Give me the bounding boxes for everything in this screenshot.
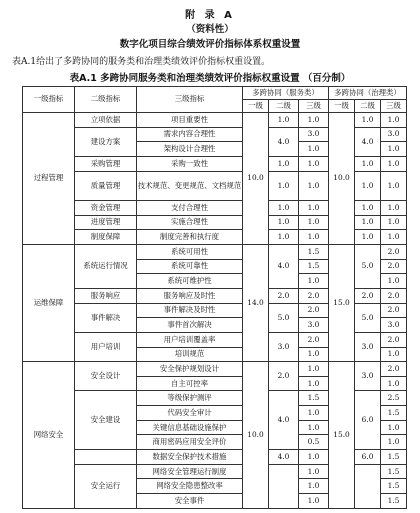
service-level2-weight: 2.0 <box>269 362 299 391</box>
governance-level2-weight: 1.0 <box>355 113 381 128</box>
header-gov-l1: 一级 <box>329 100 355 113</box>
service-level1-weight: 10.0 <box>243 113 269 245</box>
governance-level3-weight: 1.5 <box>381 494 407 509</box>
service-level2-weight <box>269 464 299 508</box>
governance-level3-weight: 1.0 <box>381 347 407 362</box>
level3-indicator: 数据安全保护技术措施 <box>137 450 243 465</box>
level2-indicator: 服务响应 <box>75 288 137 303</box>
service-level3-weight: 1.5 <box>299 391 329 406</box>
level2-indicator: 事件解决 <box>75 303 137 332</box>
level3-indicator: 服务响应及时性 <box>137 288 243 303</box>
table-row <box>23 244 407 259</box>
governance-level2-weight: 3.0 <box>355 362 381 391</box>
service-level3-weight: 1.0 <box>299 362 329 377</box>
header-level1: 一级指标 <box>23 87 75 113</box>
service-level2-weight: 5.0 <box>269 303 299 332</box>
header-service-l1: 一级 <box>243 100 269 113</box>
service-level2-weight: 4.0 <box>269 127 299 156</box>
governance-level2-weight: 1.0 <box>355 215 381 230</box>
level3-indicator: 采购一致性 <box>137 156 243 171</box>
governance-level1-weight: 10.0 <box>329 113 355 245</box>
governance-level3-weight: 1.5 <box>381 464 407 479</box>
level3-indicator: 等级保护测评 <box>137 391 243 406</box>
service-level3-weight: 1.0 <box>299 156 329 171</box>
service-level3-weight: 1.0 <box>299 406 329 421</box>
header-level2: 二级指标 <box>75 87 137 113</box>
table-row <box>23 362 407 377</box>
service-level3-weight: 1.0 <box>299 113 329 128</box>
level3-indicator: 用户培训覆盖率 <box>137 332 243 347</box>
level2-indicator: 系统运行情况 <box>75 244 137 288</box>
level3-indicator: 培训规范 <box>137 347 243 362</box>
header-service: 多跨协同（服务类） <box>243 87 329 100</box>
service-level3-weight: 1.0 <box>299 215 329 230</box>
governance-level1-weight: 15.0 <box>329 362 355 509</box>
weight-table <box>22 86 407 509</box>
governance-level3-weight: 1.0 <box>381 142 407 157</box>
governance-level2-weight: 1.0 <box>355 200 381 215</box>
appendix-nature: （资料性） <box>186 24 234 35</box>
governance-level2-weight: 4.0 <box>355 127 381 156</box>
level3-indicator: 事件解决及时性 <box>137 303 243 318</box>
governance-level2-weight: 2.0 <box>355 288 381 303</box>
governance-level2-weight: 3.0 <box>355 332 381 361</box>
service-level3-weight: 1.0 <box>299 347 329 362</box>
level3-indicator: 代码安全审计 <box>137 406 243 421</box>
service-level2-weight: 1.0 <box>269 215 299 230</box>
governance-level3-weight: 2.0 <box>381 288 407 303</box>
level3-indicator: 制度完善和执行度 <box>137 230 243 245</box>
level2-indicator <box>75 450 137 465</box>
governance-level3-weight: 2.0 <box>381 303 407 318</box>
governance-level3-weight: 1.5 <box>381 406 407 421</box>
service-level2-weight: 1.0 <box>269 113 299 128</box>
table-row <box>23 113 407 128</box>
level3-indicator: 支付合理性 <box>137 200 243 215</box>
service-level3-weight: 2.0 <box>299 303 329 318</box>
governance-level2-weight: 5.0 <box>355 244 381 288</box>
governance-level3-weight: 1.0 <box>381 420 407 435</box>
service-level2-weight: 2.0 <box>269 288 299 303</box>
governance-level2-weight: 6.0 <box>355 391 381 450</box>
service-level3-weight: 1.0 <box>299 450 329 465</box>
governance-level2-weight <box>355 464 381 508</box>
level3-indicator: 架构设计合理性 <box>137 142 243 157</box>
header-gov-l3: 三级 <box>381 100 407 113</box>
service-level3-weight: 1.0 <box>299 142 329 157</box>
level3-indicator: 系统可靠性 <box>137 259 243 274</box>
level3-indicator: 事件首次解决 <box>137 318 243 333</box>
service-level3-weight: 1.5 <box>299 244 329 259</box>
header-service-l2: 二级 <box>269 100 299 113</box>
service-level3-weight: 3.0 <box>299 127 329 142</box>
service-level1-weight: 14.0 <box>243 244 269 361</box>
level3-indicator: 网络安全管理运行制度 <box>137 464 243 479</box>
service-level3-weight: 2.0 <box>299 288 329 303</box>
service-level2-weight: 4.0 <box>269 244 299 288</box>
level2-indicator: 采购管理 <box>75 156 137 171</box>
level3-indicator: 系统可维护性 <box>137 274 243 289</box>
governance-level1-weight: 15.0 <box>329 244 355 361</box>
governance-level3-weight: 2.0 <box>381 259 407 274</box>
service-level3-weight: 1.0 <box>299 464 329 479</box>
service-level3-weight: 1.0 <box>299 200 329 215</box>
service-level3-weight: 2.0 <box>299 332 329 347</box>
service-level3-weight: 1.0 <box>299 274 329 289</box>
service-level3-weight: 1.0 <box>299 494 329 509</box>
service-level3-weight: 1.0 <box>299 171 329 200</box>
level2-indicator: 建设方案 <box>75 127 137 156</box>
service-level3-weight: 1.0 <box>299 420 329 435</box>
table-caption: 表A.1 多跨协同服务类和治理类绩效评价指标权重设置 （百分制） <box>69 73 351 84</box>
governance-level3-weight: 1.0 <box>381 171 407 200</box>
governance-level3-weight: 3.0 <box>381 127 407 142</box>
service-level2-weight: 1.0 <box>269 200 299 215</box>
service-level2-weight: 1.0 <box>269 156 299 171</box>
governance-level3-weight: 1.0 <box>381 156 407 171</box>
header-service-l3: 三级 <box>299 100 329 113</box>
service-level2-weight: 1.0 <box>269 230 299 245</box>
level2-indicator: 资金管理 <box>75 200 137 215</box>
governance-level3-weight: 1.0 <box>381 113 407 128</box>
level2-indicator: 安全运行 <box>75 464 137 508</box>
governance-level3-weight: 1.0 <box>381 230 407 245</box>
governance-level2-weight: 1.0 <box>355 230 381 245</box>
service-level2-weight: 3.0 <box>269 332 299 361</box>
level2-indicator: 制度保障 <box>75 230 137 245</box>
service-level1-weight: 10.0 <box>243 362 269 509</box>
governance-level3-weight: 1.0 <box>381 200 407 215</box>
appendix-subtitle: 数字化项目综合绩效评价指标体系权重设置 <box>119 39 301 50</box>
level3-indicator: 关键信息基础设施保护 <box>137 420 243 435</box>
governance-level3-weight: 1.0 <box>381 435 407 450</box>
governance-level3-weight: 1.5 <box>381 450 407 465</box>
service-level2-weight: 4.0 <box>269 450 299 465</box>
level1-indicator: 运维保障 <box>23 244 75 361</box>
header-gov-l2: 二级 <box>355 100 381 113</box>
level2-indicator: 安全建设 <box>75 391 137 450</box>
level3-indicator: 商用密码应用安全评价 <box>137 435 243 450</box>
service-level3-weight: 3.0 <box>299 318 329 333</box>
governance-level3-weight: 2.0 <box>381 332 407 347</box>
level3-indicator: 自主可控率 <box>137 376 243 391</box>
governance-level2-weight: 1.0 <box>355 171 381 200</box>
service-level3-weight: 0.5 <box>299 435 329 450</box>
level3-indicator: 实施合理性 <box>137 215 243 230</box>
intro-paragraph: 表A.1给出了多跨协同的服务类和治理类绩效评价指标权重设置。 <box>12 57 271 67</box>
governance-level3-weight: 1.0 <box>381 376 407 391</box>
governance-level3-weight: 1.0 <box>381 215 407 230</box>
level2-indicator: 安全设计 <box>75 362 137 391</box>
level2-indicator: 进度管理 <box>75 215 137 230</box>
level2-indicator: 质量管理 <box>75 171 137 200</box>
level2-indicator: 用户培训 <box>75 332 137 361</box>
header-level3: 三级指标 <box>137 87 243 113</box>
governance-level3-weight: 3.0 <box>381 318 407 333</box>
level2-indicator: 立项依据 <box>75 113 137 128</box>
governance-level3-weight: 2.0 <box>381 362 407 377</box>
service-level3-weight: 1.0 <box>299 376 329 391</box>
level1-indicator: 网络安全 <box>23 362 75 509</box>
governance-level2-weight: 1.0 <box>355 156 381 171</box>
header-governance: 多跨协同（治理类） <box>329 87 407 100</box>
service-level3-weight: 1.5 <box>299 259 329 274</box>
level1-indicator: 过程管理 <box>23 113 75 245</box>
level3-indicator: 项目重要性 <box>137 113 243 128</box>
level3-indicator: 需求内容合理性 <box>137 127 243 142</box>
service-level2-weight: 4.0 <box>269 391 299 450</box>
governance-level3-weight: 2.5 <box>381 391 407 406</box>
governance-level3-weight: 1.5 <box>381 479 407 494</box>
level3-indicator: 网络安全隐患整改率 <box>137 479 243 494</box>
level3-indicator: 安全事件 <box>137 494 243 509</box>
level3-indicator: 技术规范、变更规范、文档规范 <box>137 171 243 200</box>
service-level2-weight: 1.0 <box>269 171 299 200</box>
service-level3-weight: 1.0 <box>299 479 329 494</box>
governance-level2-weight: 5.0 <box>355 303 381 332</box>
appendix-title: 附 录 A <box>185 10 235 21</box>
governance-level3-weight: 2.0 <box>381 244 407 259</box>
level3-indicator: 安全保护规划设计 <box>137 362 243 377</box>
governance-level2-weight: 6.0 <box>355 450 381 465</box>
level3-indicator: 系统可用性 <box>137 244 243 259</box>
governance-level3-weight: 1.0 <box>381 274 407 289</box>
table-body <box>23 113 407 509</box>
service-level3-weight: 1.0 <box>299 230 329 245</box>
